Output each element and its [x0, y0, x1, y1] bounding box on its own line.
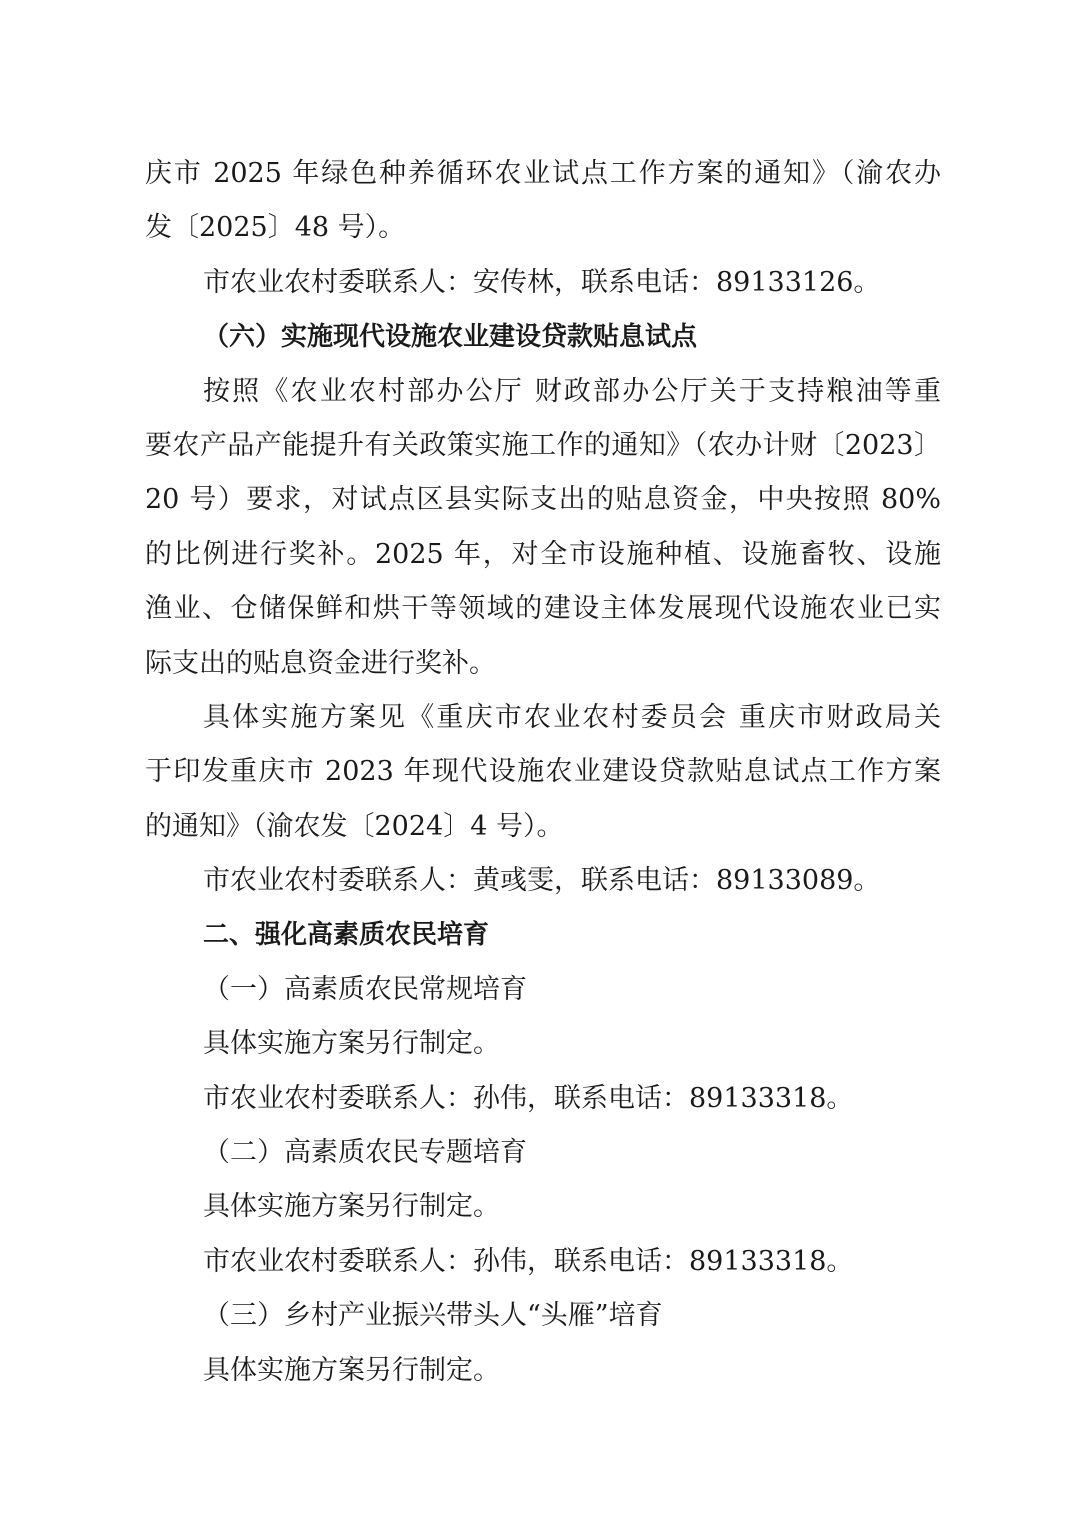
contact-line: 市农业农村委联系人：孙伟，联系电话：89133318。 — [203, 1245, 854, 1277]
contact-line: 市农业农村委联系人：黄彧雯，联系电话：89133089。 — [203, 865, 881, 897]
paragraph-line: 发〔2025〕48 号）。 — [145, 212, 406, 244]
paragraph-line: 际支出的贴息资金进行奖补。 — [145, 647, 496, 679]
paragraph-line: 具体实施方案另行制定。 — [203, 1191, 500, 1223]
contact-line: 市农业农村委联系人：孙伟，联系电话：89133318。 — [203, 1082, 854, 1114]
document-body — [145, 147, 941, 1398]
chapter-heading: 二、强化高素质农民培育 — [203, 920, 490, 951]
section-heading: （二）高素质农民专题培育 — [203, 1137, 527, 1169]
section-heading: （三）乡村产业振兴带头人“头雁”培育 — [203, 1300, 663, 1332]
paragraph-line: 的通知》（渝农发〔2024〕4 号）。 — [145, 810, 564, 842]
section-heading: （六）实施现代设施农业建设贷款贴息试点 — [203, 322, 698, 353]
section-heading: （一）高素质农民常规培育 — [203, 973, 527, 1005]
paragraph-line: 20 号）要求，对试点区县实际支出的贴息资金，中央按照 80% — [145, 484, 941, 516]
paragraph-line: 庆市 2025 年绿色种养循环农业试点工作方案的通知》（渝农办 — [145, 158, 941, 189]
paragraph-line: 于印发重庆市 2023 年现代设施农业建设贷款贴息试点工作方案 — [145, 756, 941, 788]
paragraph-line: 按照《农业农村部办公厅 财政部办公厅关于支持粮油等重 — [203, 375, 941, 407]
contact-line: 市农业农村委联系人：安传林，联系电话：89133126。 — [203, 266, 881, 298]
paragraph-line: 的比例进行奖补。2025 年，对全市设施种植、设施畜牧、设施 — [145, 538, 941, 570]
paragraph-line: 具体实施方案见《重庆市农业农村委员会 重庆市财政局关 — [203, 701, 941, 733]
paragraph-line: 具体实施方案另行制定。 — [203, 1028, 500, 1060]
paragraph-line: 要农产品产能提升有关政策实施工作的通知》（农办计财〔2023〕 — [145, 429, 941, 461]
paragraph-line: 具体实施方案另行制定。 — [203, 1354, 500, 1386]
paragraph-line: 渔业、仓储保鲜和烘干等领域的建设主体发展现代设施农业已实 — [145, 593, 941, 625]
